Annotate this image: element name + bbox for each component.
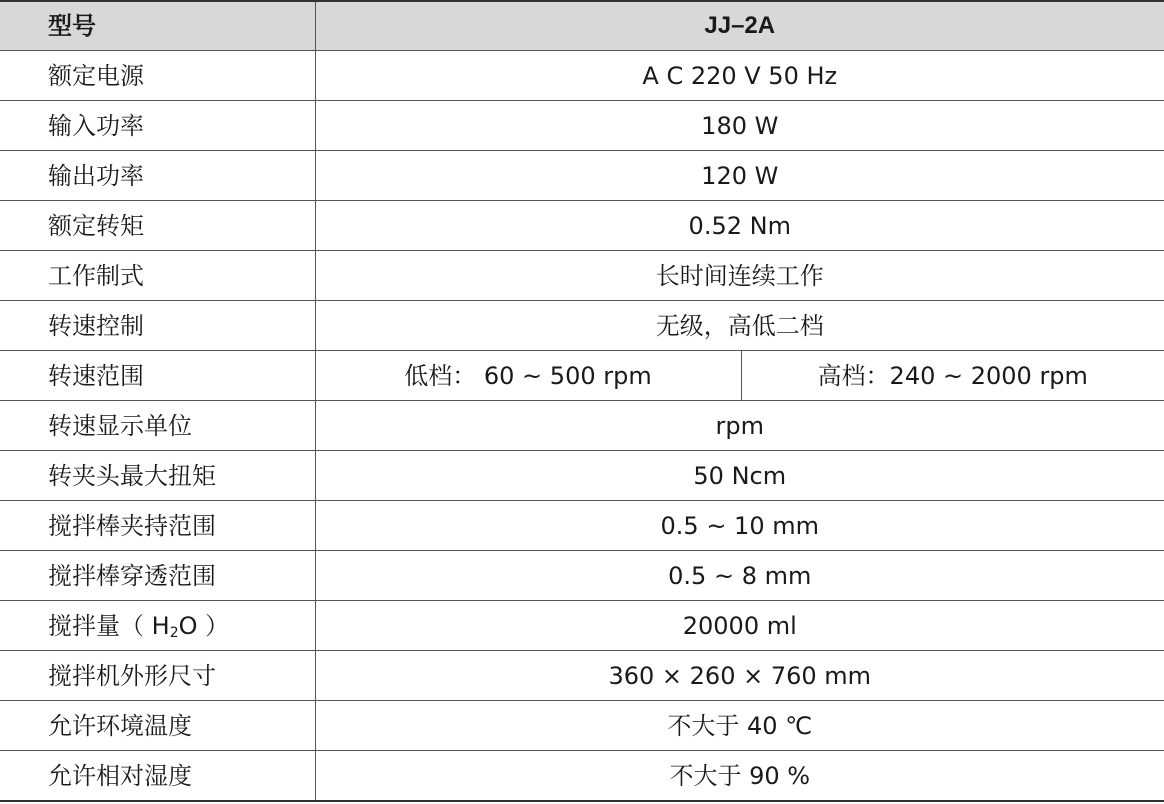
table-row-rod-penetration-range (0, 551, 1164, 601)
row-label: 允许环境温度 (0, 701, 315, 751)
table-row-rated-torque (0, 201, 1164, 251)
table-row-outer-dimensions (0, 651, 1164, 701)
row-label (0, 601, 315, 651)
table-row-ambient-temperature (0, 701, 1164, 751)
table-row-speed-control (0, 301, 1164, 351)
row-label: 搅拌机外形尺寸 (0, 651, 315, 701)
row-label: 转速控制 (0, 301, 315, 351)
row-value: 不大于 90 % (669, 761, 811, 790)
row-label: 转夹头最大扭矩 (0, 451, 315, 501)
row-label: 额定电源 (0, 51, 315, 101)
header-row (0, 1, 1164, 51)
label-prefix: 搅拌量（ H (48, 611, 170, 640)
row-label: 工作制式 (0, 251, 315, 301)
row-label: 转速显示单位 (0, 401, 315, 451)
table-row-chuck-max-torque (0, 451, 1164, 501)
table-row-rated-power-supply (0, 51, 1164, 101)
row-value: 0.52 Nm (315, 201, 1164, 251)
row-label: 额定转矩 (0, 201, 315, 251)
row-value: 50 Ncm (315, 451, 1164, 501)
row-value: 不大于 40 ℃ (315, 701, 1164, 751)
row-label: 搅拌棒夹持范围 (0, 501, 315, 551)
label-subscript: 2 (169, 624, 179, 641)
row-label: 输入功率 (0, 101, 315, 151)
row-value: 120 W (315, 151, 1164, 201)
speed-range-high-gear: 高档：240 ~ 2000 rpm (741, 351, 1164, 401)
header-model-value: JJ–2A (315, 1, 1164, 51)
table-row-speed-range (0, 351, 1164, 401)
row-label: 转速范围 (0, 351, 315, 401)
row-value: 20000 ml (315, 601, 1164, 651)
row-value: rpm (315, 401, 1164, 451)
table-row-input-power (0, 101, 1164, 151)
row-value: 长时间连续工作 (315, 251, 1164, 301)
row-value: 180 W (315, 101, 1164, 151)
row-label: 搅拌棒穿透范围 (0, 551, 315, 601)
table-row-output-power (0, 151, 1164, 201)
table-row-relative-humidity (0, 751, 1164, 802)
row-value: 0.5 ~ 8 mm (315, 551, 1164, 601)
row-label: 输出功率 (0, 151, 315, 201)
row-label: 允许相对湿度 (0, 751, 315, 802)
table-row-rod-clamping-range (0, 501, 1164, 551)
row-value: 0.5 ~ 10 mm (315, 501, 1164, 551)
table-row-speed-display-unit (0, 401, 1164, 451)
header-label: 型号 (0, 1, 315, 51)
row-value: 无级，高低二档 (315, 301, 1164, 351)
speed-range-low-gear: 低档： 60 ~ 500 rpm (315, 351, 741, 401)
row-value: A C 220 V 50 Hz (315, 51, 1164, 101)
row-value: 360 × 260 × 760 mm (315, 651, 1164, 701)
table-row-duty-type (0, 251, 1164, 301)
label-suffix: O ） (178, 611, 230, 640)
table-row-stirring-volume (0, 601, 1164, 651)
